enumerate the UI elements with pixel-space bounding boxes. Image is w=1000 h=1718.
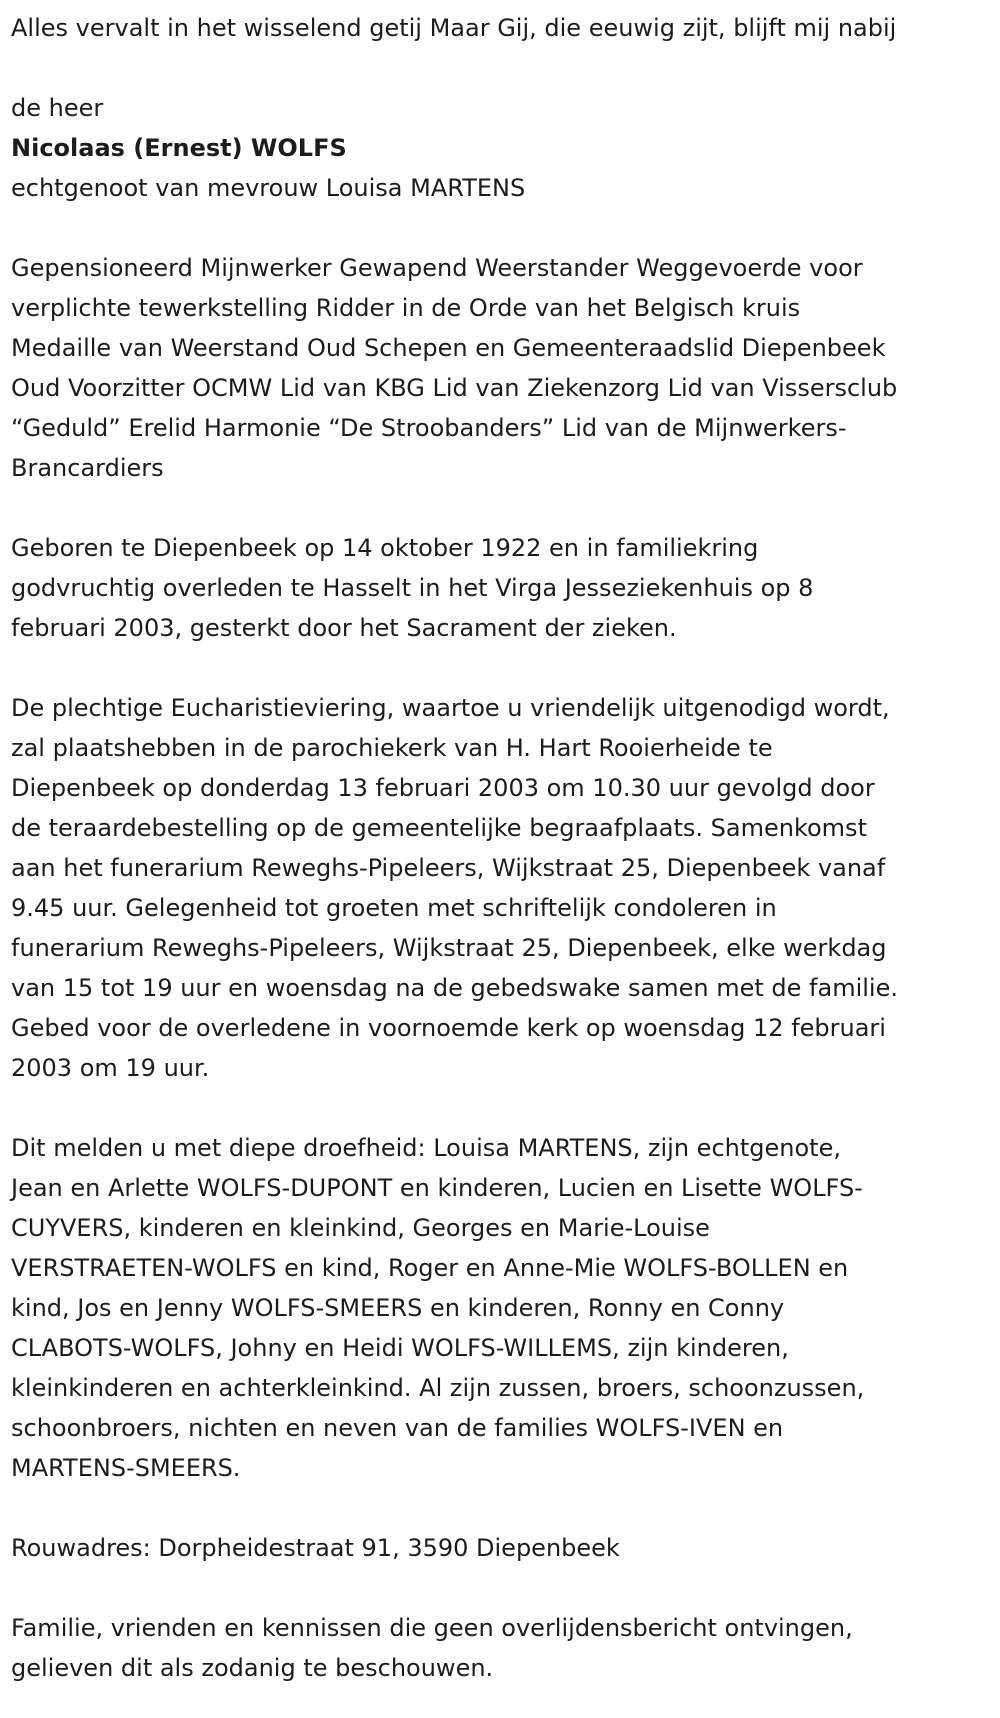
- titles-line: Brancardiers: [11, 454, 164, 482]
- deceased-name: Nicolaas (Ernest) WOLFS: [11, 134, 347, 162]
- ceremony-paragraph: [11, 688, 1000, 1088]
- closing-line: gelieven dit als zodanig te beschouwen.: [11, 1654, 494, 1682]
- family-paragraph: [11, 1128, 1000, 1488]
- ceremony-line: De plechtige Eucharistieviering, waartoe u vriendelijk uitgenodigd wordt,: [11, 694, 890, 722]
- spacer: [11, 1568, 1000, 1608]
- closing-paragraph: [11, 1608, 1000, 1688]
- titles-line: Oud Voorzitter OCMW Lid van KBG Lid van Ziekenzorg Lid van Vissersclub: [11, 374, 898, 402]
- titles-line: verplichte tewerkstelling Ridder in de Orde van het Belgisch kruis: [11, 294, 801, 322]
- family-line: kleinkinderen en achterkleinkind. Al zijn zussen, broers, schoonzussen,: [11, 1374, 865, 1402]
- spouse-line: echtgenoot van mevrouw Louisa MARTENS: [11, 174, 526, 202]
- family-line: schoonbroers, nichten en neven van de families WOLFS-IVEN en: [11, 1414, 784, 1442]
- ceremony-line: Gebed voor de overledene in voornoemde kerk op woensdag 12 februari: [11, 1014, 886, 1042]
- ceremony-line: 2003 om 19 uur.: [11, 1054, 210, 1082]
- spacer: [11, 648, 1000, 688]
- ceremony-line: zal plaatshebben in de parochiekerk van H. Hart Rooierheide te: [11, 734, 773, 762]
- motto-text: Alles vervalt in het wisselend getij Maar Gij, die eeuwig zijt, blijft mij nabij: [11, 14, 897, 42]
- family-line: Jean en Arlette WOLFS-DUPONT en kinderen, Lucien en Lisette WOLFS-: [11, 1174, 863, 1202]
- titles-paragraph: [11, 248, 1000, 488]
- ceremony-line: aan het funerarium Reweghs-Pipeleers, Wijkstraat 25, Diepenbeek vanaf: [11, 854, 886, 882]
- salutation-text: de heer: [11, 94, 104, 122]
- family-line: MARTENS-SMEERS.: [11, 1454, 241, 1482]
- titles-line: “Geduld” Erelid Harmonie “De Stroobanders” Lid van de Mijnwerkers-: [11, 414, 847, 442]
- spacer: [11, 1488, 1000, 1528]
- birth-death-paragraph: [11, 528, 1000, 648]
- family-line: Dit melden u met diepe droefheid: Louisa MARTENS, zijn echtgenote,: [11, 1134, 841, 1162]
- ceremony-line: funerarium Reweghs-Pipeleers, Wijkstraat 25, Diepenbeek, elke werkdag: [11, 934, 887, 962]
- ceremony-line: van 15 tot 19 uur en woensdag na de gebedswake samen met de familie.: [11, 974, 898, 1002]
- titles-line: Gepensioneerd Mijnwerker Gewapend Weerstander Weggevoerde voor: [11, 254, 863, 282]
- titles-line: Medaille van Weerstand Oud Schepen en Gemeenteraadslid Diepenbeek: [11, 334, 886, 362]
- ceremony-line: de teraardebestelling op de gemeentelijke begraafplaats. Samenkomst: [11, 814, 867, 842]
- spacer: [11, 1088, 1000, 1128]
- family-line: CUYVERS, kinderen en kleinkind, Georges en Marie-Louise: [11, 1214, 710, 1242]
- family-line: VERSTRAETEN-WOLFS en kind, Roger en Anne-Mie WOLFS-BOLLEN en: [11, 1254, 849, 1282]
- spacer: [11, 48, 1000, 88]
- ceremony-line: Diepenbeek op donderdag 13 februari 2003 om 10.30 uur gevolgd door: [11, 774, 875, 802]
- ceremony-line: 9.45 uur. Gelegenheid tot groeten met schriftelijk condoleren in: [11, 894, 777, 922]
- birth-death-line: Geboren te Diepenbeek op 14 oktober 1922 en in familiekring: [11, 534, 759, 562]
- family-line: CLABOTS-WOLFS, Johny en Heidi WOLFS-WILLEMS, zijn kinderen,: [11, 1334, 789, 1362]
- birth-death-line: februari 2003, gesterkt door het Sacrament der zieken.: [11, 614, 677, 642]
- family-line: kind, Jos en Jenny WOLFS-SMEERS en kinderen, Ronny en Conny: [11, 1294, 785, 1322]
- spacer: [11, 488, 1000, 528]
- mourning-address: Rouwadres: Dorpheidestraat 91, 3590 Diepenbeek: [11, 1534, 620, 1562]
- spacer: [11, 208, 1000, 248]
- closing-line: Familie, vrienden en kennissen die geen overlijdensbericht ontvingen,: [11, 1614, 853, 1642]
- birth-death-line: godvruchtig overleden te Hasselt in het Virga Jesseziekenhuis op 8: [11, 574, 814, 602]
